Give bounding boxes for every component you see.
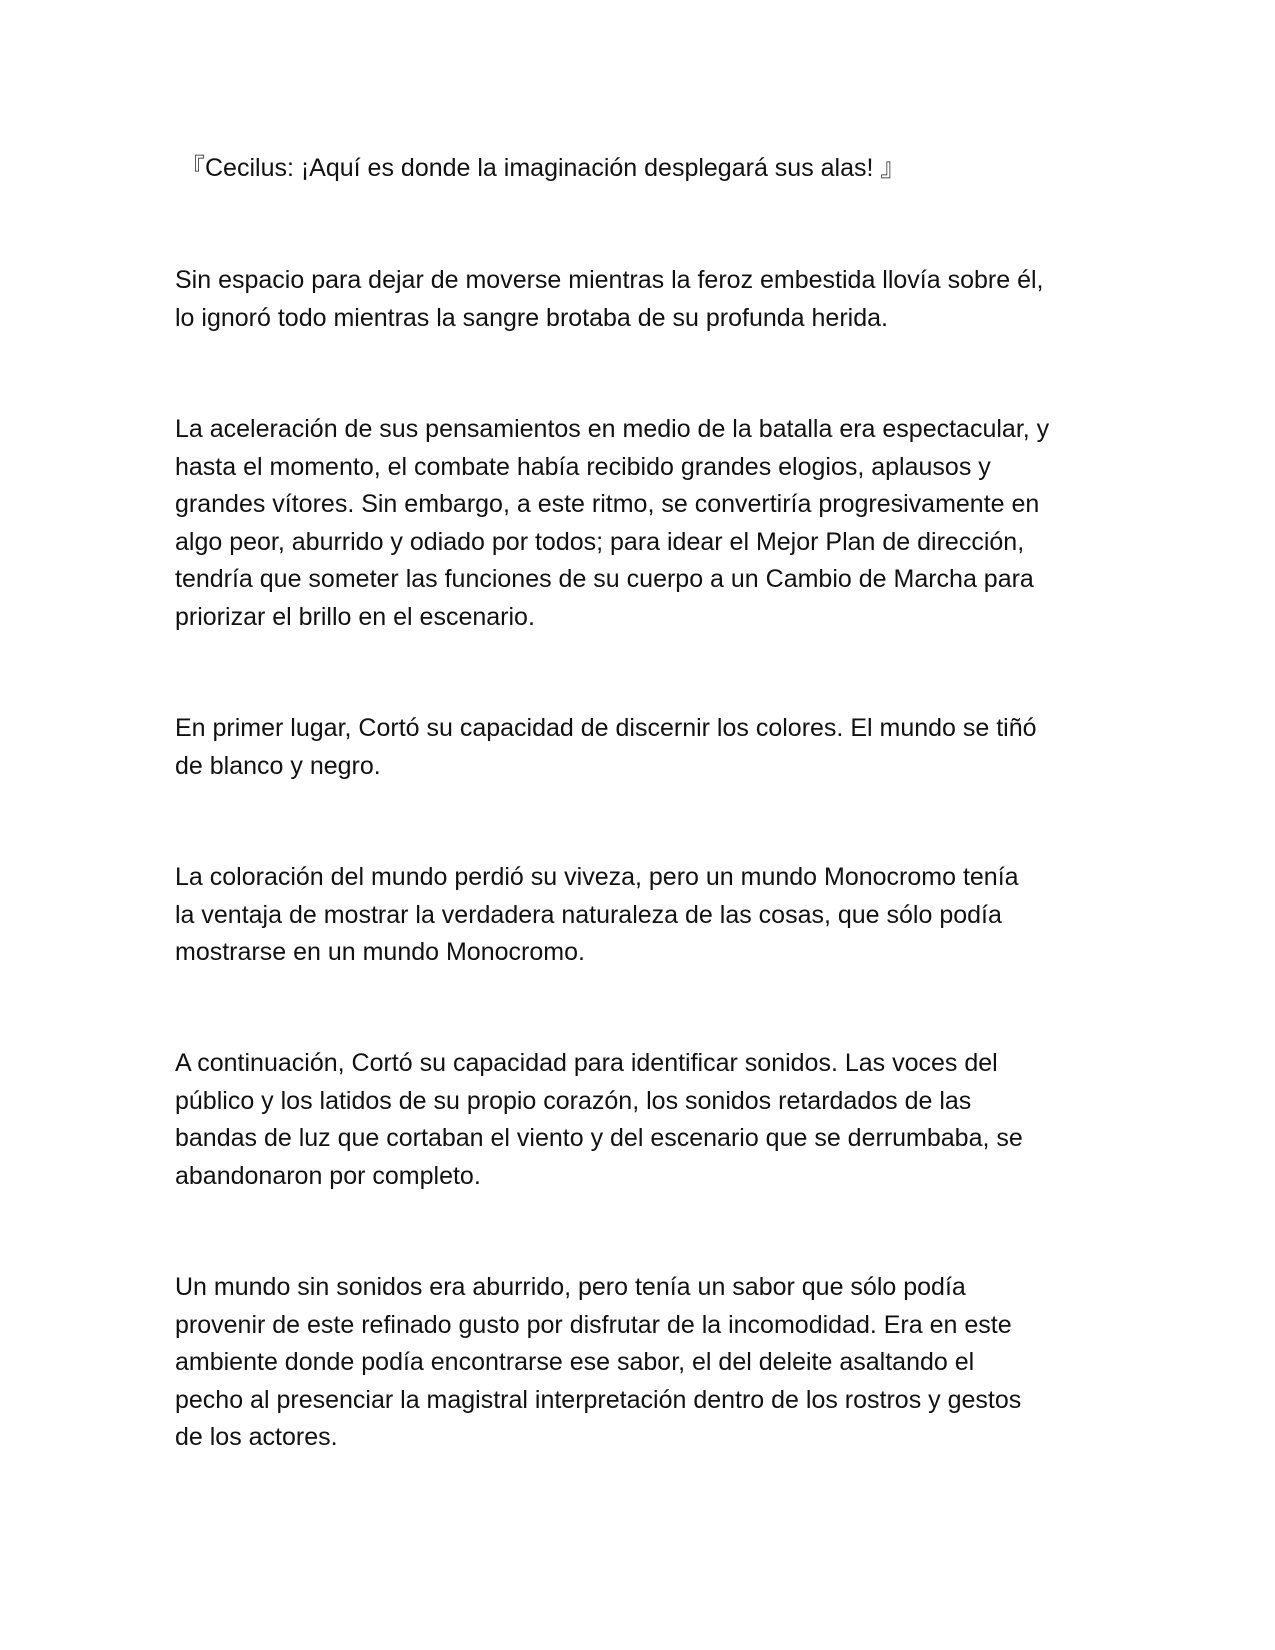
paragraph-5 [175, 1045, 1105, 1195]
text-line: pecho al presenciar la magistral interpretación dentro de los rostros y gestos [175, 1385, 1022, 1414]
paragraph-4 [175, 859, 1105, 972]
text-line: La coloración del mundo perdió su viveza, pero un mundo Monocromo tenía [175, 863, 1019, 891]
paragraph-3 [175, 710, 1105, 785]
text-line: la ventaja de mostrar la verdadera naturaleza de las cosas, que sólo podía [175, 900, 1002, 929]
text-line: La aceleración de sus pensamientos en medio de la batalla era espectacular, y [175, 415, 1050, 443]
text-line: provenir de este refinado gusto por disfrutar de la incomodidad. Era en este [175, 1310, 1012, 1339]
text-line: En primer lugar, Cortó su capacidad de discernir los colores. El mundo se tiñó [175, 714, 1037, 742]
text-line: Un mundo sin sonidos era aburrido, pero tenía un sabor que sólo podía [175, 1273, 966, 1301]
text-line: ambiente donde podía encontrarse ese sabor, el del deleite asaltando el [175, 1348, 975, 1376]
text-line: 『Cecilus: ¡Aquí es donde la imaginación desplegará sus alas! 』 [180, 154, 906, 182]
text-line: priorizar el brillo en el escenario. [175, 602, 535, 631]
text-line: bandas de luz que cortaban el viento y del escenario que se derrumbaba, se [175, 1124, 1023, 1152]
text-line: A continuación, Cortó su capacidad para identificar sonidos. Las voces del [175, 1049, 998, 1077]
text-line: abandonaron por completo. [175, 1161, 481, 1190]
text-line: grandes vítores. Sin embargo, a este ritmo, se convertiría progresivamente en [175, 490, 1040, 518]
text-line: Sin espacio para dejar de moverse mientras la feroz embestida llovía sobre él, [175, 266, 1044, 294]
text-line: algo peor, aburrido y odiado por todos; para idear el Mejor Plan de dirección, [175, 527, 1025, 556]
paragraph-6 [175, 1269, 1105, 1457]
paragraph-1 [175, 262, 1105, 337]
dialogue-heading [180, 150, 1110, 188]
text-line: tendría que someter las funciones de su cuerpo a un Cambio de Marcha para [175, 565, 1034, 593]
text-line: de los actores. [175, 1423, 338, 1451]
text-line: público y los latidos de su propio corazón, los sonidos retardados de las [175, 1086, 972, 1115]
text-line: de blanco y negro. [175, 751, 381, 780]
text-line: lo ignoró todo mientras la sangre brotaba de su profunda herida. [175, 303, 888, 332]
paragraph-2 [175, 411, 1105, 636]
text-line: mostrarse en un mundo Monocromo. [175, 938, 585, 966]
text-line: hasta el momento, el combate había recibido grandes elogios, aplausos y [175, 452, 991, 481]
